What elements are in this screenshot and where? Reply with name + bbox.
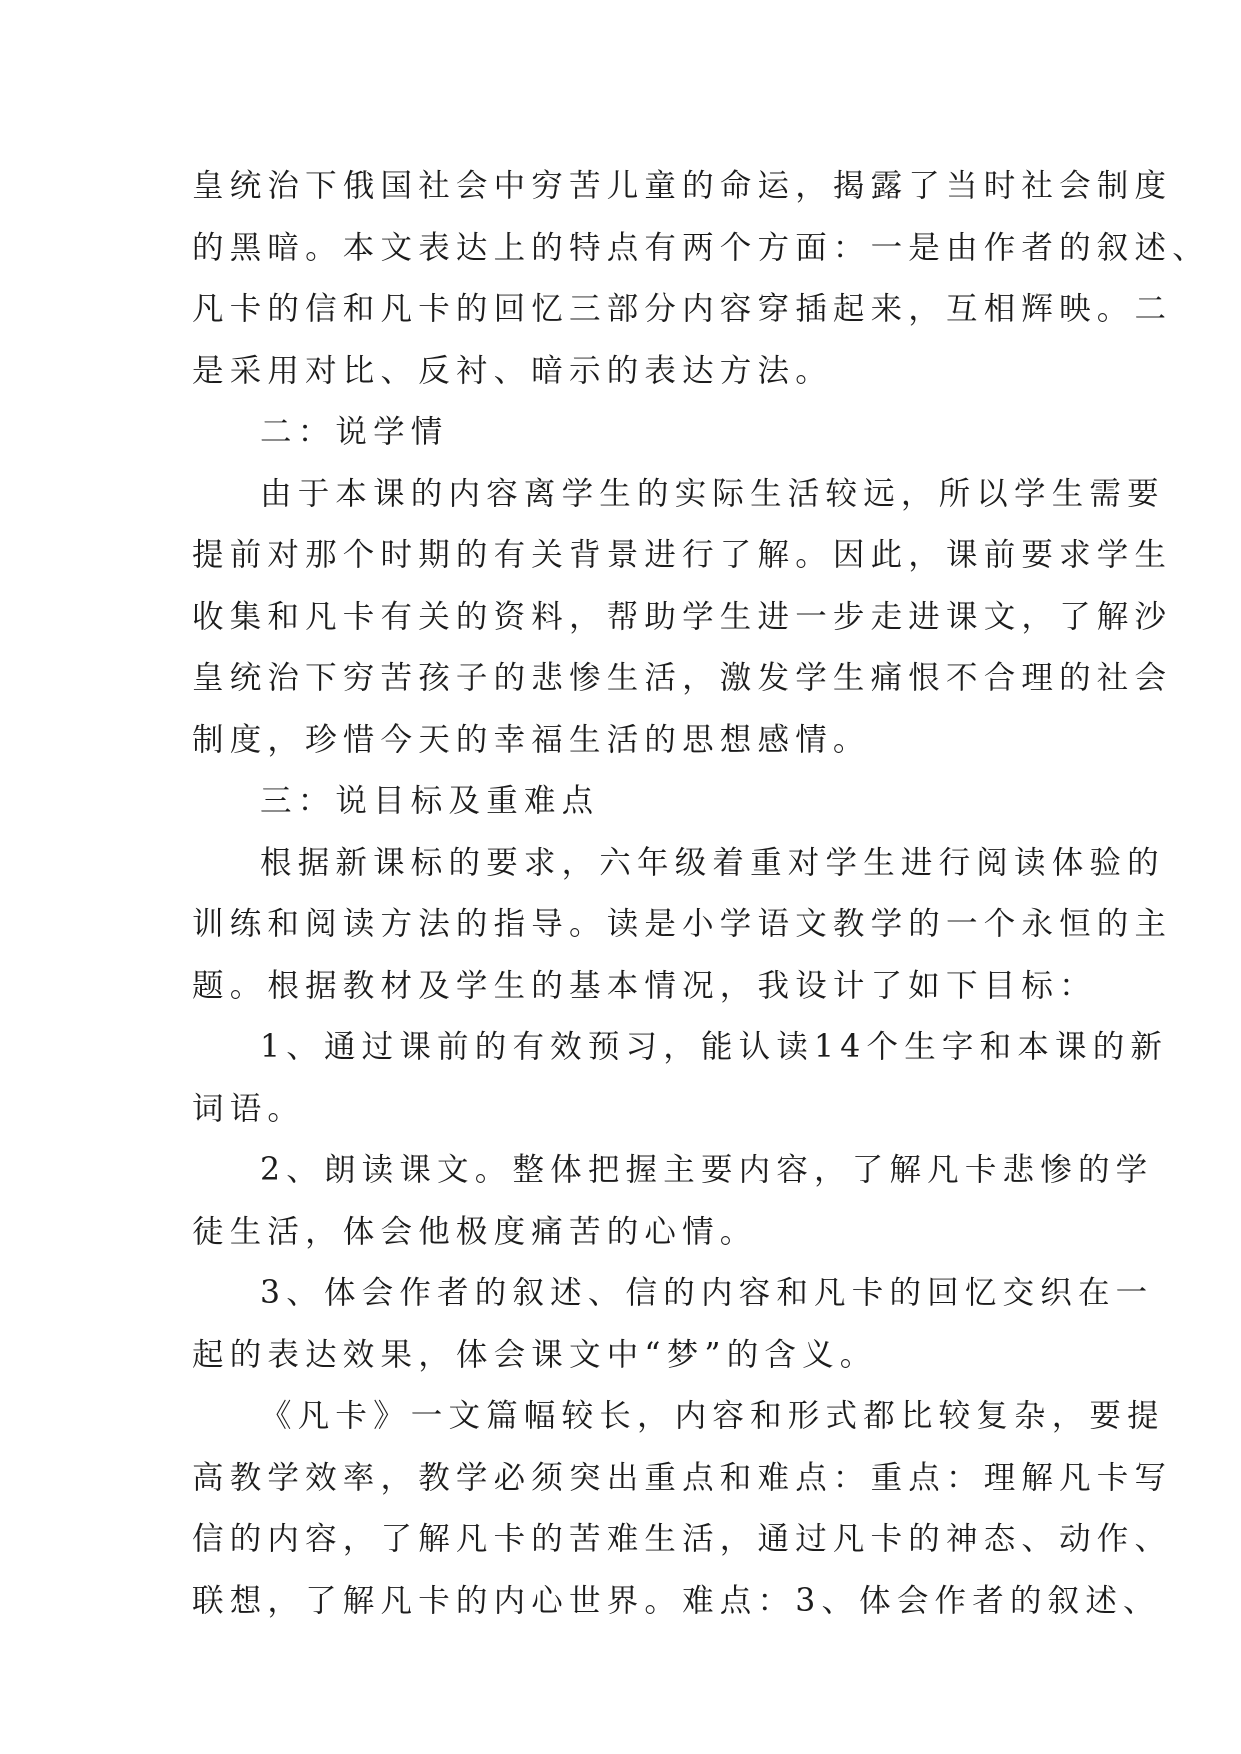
text-line: 是采用对比、反衬、暗示的表达方法。 [192, 352, 833, 389]
paragraph-start: 《凡卡》一文篇幅较长，内容和形式都比较复杂，要提 [260, 1398, 1165, 1434]
text-line: 训练和阅读方法的指导。读是小学语文教学的一个永恒的主 [192, 906, 1173, 942]
text-line: 收集和凡卡有关的资料，帮助学生进一步走进课文，了解沙 [192, 598, 1173, 635]
text-line: 徒生活，体会他极度痛苦的心情。 [192, 1213, 758, 1250]
section-heading-goals: 三：说目标及重难点 [260, 783, 600, 819]
paragraph-start: 根据新课标的要求，六年级着重对学生进行阅读体验的 [260, 844, 1165, 881]
text-line: 起的表达效果，体会课文中“梦”的含义。 [192, 1336, 878, 1373]
text-line: 制度，珍惜今天的幸福生活的思想感情。 [192, 721, 871, 758]
list-item-2: 2、朗读课文。整体把握主要内容，了解凡卡悲惨的学 [260, 1152, 1154, 1188]
text-line: 皇统治下俄国社会中穷苦儿童的命运，揭露了当时社会制度 [192, 168, 1173, 204]
text-line: 的黑暗。本文表达上的特点有两个方面：一是由作者的叙述、 [192, 229, 1210, 266]
text-line: 联想，了解凡卡的内心世界。难点：3、体会作者的叙述、 [192, 1582, 1161, 1619]
text-line: 提前对那个时期的有关背景进行了解。因此，课前要求学生 [192, 537, 1173, 573]
section-heading-student-situation: 二：说学情 [260, 414, 449, 450]
list-item-1: 1、通过课前的有效预习，能认读14个生字和本课的新 [260, 1029, 1169, 1065]
text-line: 高教学效率，教学必须突出重点和难点：重点：理解凡卡写 [192, 1459, 1173, 1496]
list-item-3: 3、体会作者的叙述、信的内容和凡卡的回忆交织在一 [260, 1275, 1154, 1311]
paragraph-start: 由于本课的内容离学生的实际生活较远，所以学生需要 [260, 475, 1165, 512]
text-line: 题。根据教材及学生的基本情况，我设计了如下目标： [192, 967, 1097, 1004]
text-line: 皇统治下穷苦孩子的悲惨生活，激发学生痛恨不合理的社会 [192, 660, 1173, 696]
text-line: 信的内容，了解凡卡的苦难生活，通过凡卡的神态、动作、 [192, 1521, 1173, 1557]
text-line: 凡卡的信和凡卡的回忆三部分内容穿插起来，互相辉映。二 [192, 291, 1173, 327]
text-line: 词语。 [192, 1090, 306, 1127]
body-text [192, 156, 1210, 1632]
